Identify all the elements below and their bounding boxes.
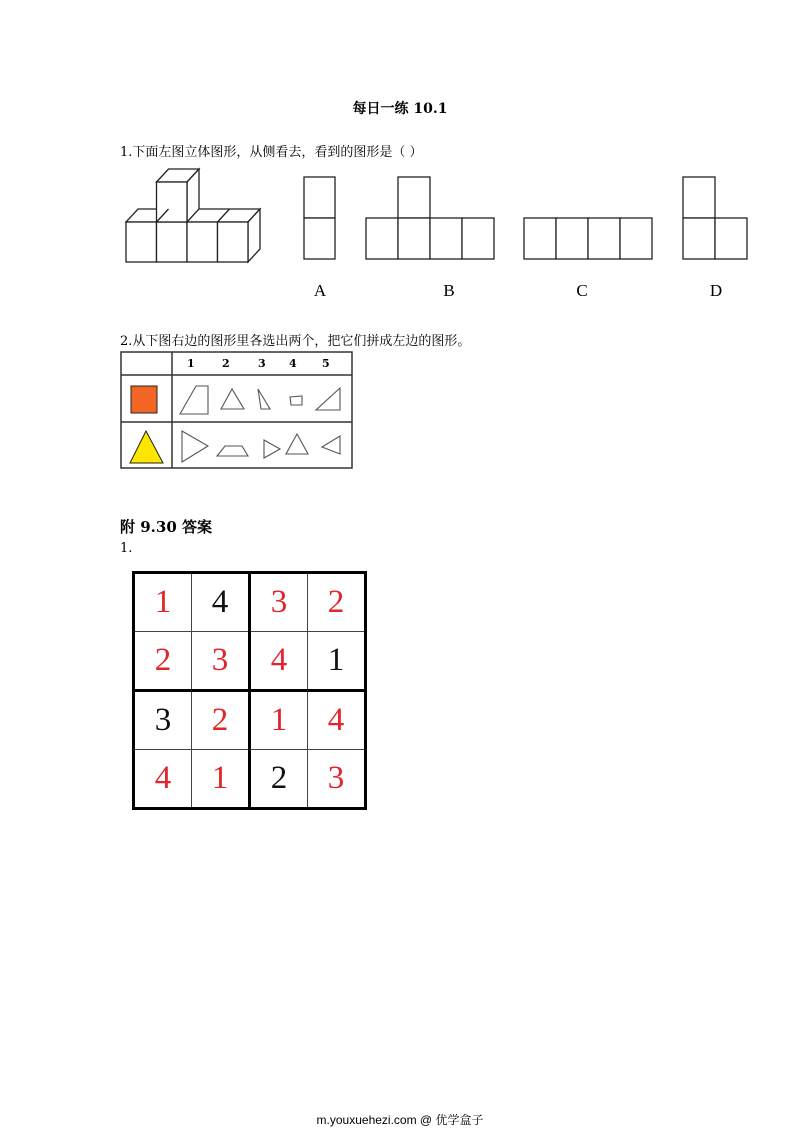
sudoku-cell: 4 [134, 750, 192, 809]
question-1-text: 1.下面左图立体图形，从侧看去，看到的图形是（ ） [120, 145, 423, 160]
sudoku-cell: 3 [134, 691, 192, 750]
sudoku-cell: 3 [192, 632, 250, 691]
sudoku-row [134, 691, 366, 750]
sudoku-row [134, 632, 366, 691]
sudoku-cell: 3 [250, 573, 308, 632]
sudoku-cell: 1 [250, 691, 308, 750]
column-numbers [172, 357, 352, 373]
footer-watermark: m.youxuehezi.com @ 优学盒子 [316, 1113, 484, 1127]
sudoku-cell: 2 [192, 691, 250, 750]
option-d-label: D [709, 281, 723, 300]
answer-heading: 附 9.30 答案 [120, 518, 212, 536]
sudoku-cell: 4 [250, 632, 308, 691]
page-title: 每日一练 10.1 [352, 101, 448, 117]
sudoku-cell: 1 [192, 750, 250, 809]
column-number-1: 1 [187, 357, 195, 370]
column-number-2: 2 [222, 357, 230, 370]
sudoku-row [134, 573, 366, 632]
sudoku-cell: 1 [134, 573, 192, 632]
sudoku-cell: 2 [134, 632, 192, 691]
answer-item-number: 1. [120, 541, 133, 556]
column-number-4: 4 [289, 357, 297, 370]
question-2-text: 2.从下图右边的图形里各选出两个，把它们拼成左边的图形。 [120, 334, 471, 349]
column-number-5: 5 [322, 357, 330, 370]
sudoku-row [134, 750, 366, 809]
sudoku-cell: 1 [308, 632, 366, 691]
shapes-table [0, 0, 800, 480]
sudoku-cell: 2 [308, 573, 366, 632]
sudoku-cell: 4 [192, 573, 250, 632]
option-c-label: C [576, 281, 588, 300]
sudoku-cell: 2 [250, 750, 308, 809]
sudoku-cell: 4 [308, 691, 366, 750]
option-a-label: A [313, 281, 327, 300]
sudoku-cell: 3 [308, 750, 366, 809]
orange-square [131, 386, 157, 413]
sudoku-grid [132, 571, 367, 810]
column-number-3: 3 [258, 357, 266, 370]
option-b-label: B [443, 281, 455, 300]
r1-piece-4 [290, 396, 302, 405]
